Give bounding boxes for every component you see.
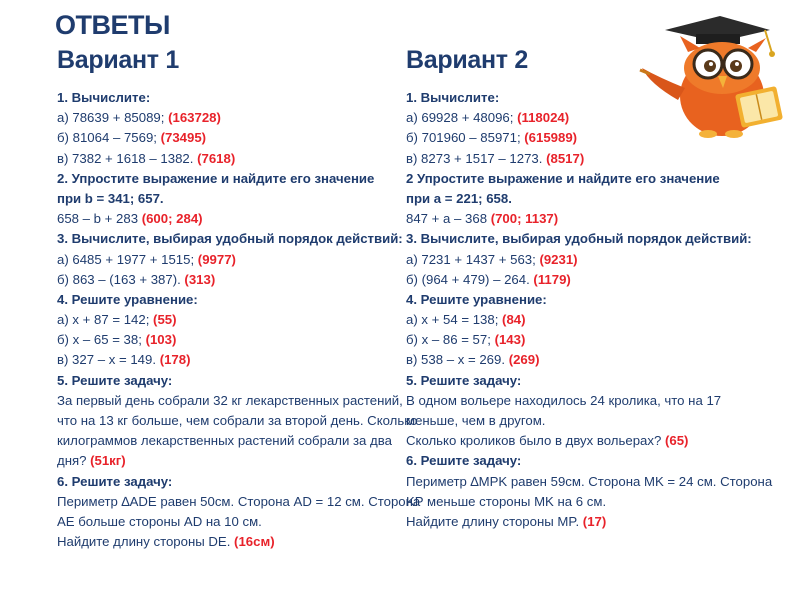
variant2-line [406,209,746,229]
variant1-line-text: 6. Решите задачу: [57,473,173,489]
variant1-line-text: 2. Упростите выражение и найдите его значение [57,170,375,186]
variant1-line [57,532,397,552]
variant2-answer: (118024) [517,110,570,126]
variant2-column [406,88,773,532]
variant2-answer: (143) [494,332,526,348]
variant1-line-text: 658 – b + 283 [57,211,142,227]
variant2-line [406,270,746,290]
owl-professor-icon [630,8,795,138]
variant1-line [57,350,397,370]
variant1-answer: (600; 284) [141,211,203,227]
variant1-answer: (163728) [168,110,221,126]
variant1-column [57,88,421,552]
variant2-line [406,310,746,330]
variant2-line [406,229,752,249]
variant2-answer: (8517) [546,150,585,166]
variant2-answer: (65) [664,433,689,449]
variant2-line [406,250,746,270]
variant2-line-text: а) х + 54 = 138; [406,312,503,328]
variant2-line-text: б) (964 + 479) – 264. [406,271,534,287]
variant1-answer: (55) [153,312,177,328]
variant1-answer: (73495) [160,130,207,146]
variant2-line [406,290,746,310]
variant1-line [57,451,397,471]
variant2-line-text: Найдите длину стороны MP. [406,513,583,529]
variant2-answer: (84) [502,312,526,328]
variant1-line [57,371,397,391]
variant1-line-text: дня? [57,453,91,469]
variant2-answer: (615989) [524,130,578,146]
variant2-line [406,492,746,512]
variant2-line [406,330,746,350]
variant2-line [406,391,746,411]
variant2-line [406,149,746,169]
variant2-line-text: Сколько кроликов было в двух вольерах? [406,433,665,449]
variant2-line-text: меньше, чем в другом. [406,413,546,428]
variant1-line-text: в) 327 – х = 149. [57,352,160,368]
variant2-line [406,371,746,391]
variant1-line-text: 1. Вычислите: [57,90,151,105]
variant1-line [57,209,397,229]
variant2-line-text: в) 8273 + 1517 – 1273. [406,150,547,166]
variant1-line-text: б) 863 – (163 + 387). [57,271,185,287]
variant2-answer: (700; 1137) [490,211,559,227]
page-title: ОТВЕТЫ [55,10,170,40]
variant1-answer: (103) [145,332,177,348]
variant1-line-text: 5. Решите задачу: [57,372,173,388]
variant1-answer: (51кг) [90,453,126,469]
variant1-line [57,270,397,290]
variant2-answer: (17) [582,513,607,529]
variant1-line [57,411,418,431]
variant2-line-text: 847 + а – 368 [406,211,491,227]
variant2-line [406,512,746,532]
variant1-line-text: килограммов лекарственных растений собрали за два [57,433,392,449]
variant2-line [406,411,746,431]
variant1-line [57,290,397,310]
variant1-line-text: Найдите длину стороны DE. [57,534,235,550]
variant2-line-text: в) 538 – х = 269. [406,352,509,368]
variant1-line-text: За первый день собрали 32 кг лекарственных растений, [57,392,403,408]
variant2-line-text: а) 69928 + 48096; [406,110,518,126]
variant2-answer: (269) [508,352,540,368]
variant2-line-text: Периметр ∆MPK равен 59см. Сторона MK = 24 см. Сторона [406,473,773,489]
variant2-line-text: 5. Решите задачу: [406,372,522,388]
variant1-line-text: в) 7382 + 1618 – 1382. [57,150,198,166]
variant1-line-text: а) х + 87 = 142; [57,312,154,328]
variant1-line [57,128,397,148]
variant1-line [57,169,397,189]
variant2-answer: (9231) [539,251,578,267]
variant2-line-text: 4. Решите уравнение: [406,291,547,307]
variant1-line-text: 4. Решите уравнение: [57,291,198,307]
variant2-line-text: б) 701960 – 85971; [406,130,525,146]
variant1-line-text: а) 78639 + 85089; [57,110,169,126]
variant1-line-text: что на 13 кг больше, чем собрали за второй день. Сколько [57,413,418,428]
variant2-line-text: при а = 221; 658. [406,190,512,206]
variant1-line-text: при b = 341; 657. [57,190,164,206]
variant1-answer: (7618) [197,150,236,166]
variant1-answer: (9977) [197,251,236,267]
variant2-line [406,189,746,209]
variant2-line [406,451,746,471]
variant1-line [57,189,397,209]
variant2-line [406,472,773,492]
variant2-line [406,350,746,370]
variant2-line-text: а) 7231 + 1437 + 563; [406,251,540,267]
variant1-line [57,310,397,330]
variant1-line [57,512,397,532]
variant2-line-text: 6. Решите задачу: [406,453,522,469]
variant1-line [57,472,397,492]
variant2-heading: Вариант 2 [406,46,528,74]
variant1-line-text: б) х – 65 = 38; [57,332,146,348]
variant1-line-text: Периметр ∆ADE равен 50см. Сторона AD = 12 см. Сторона [57,493,421,509]
variant1-line [57,229,403,249]
variant1-line-text: 3. Вычислите, выбирая удобный порядок действий: [57,231,403,247]
variant1-line [57,88,397,108]
variant2-line-text: В одном вольере находилось 24 кролика, что на 17 [406,392,722,408]
variant2-line-text: KP меньше стороны MK на 6 см. [406,493,607,509]
variant1-line [57,492,421,512]
variant2-line [406,431,746,451]
variant2-line [406,169,746,189]
variant1-line-text: а) 6485 + 1977 + 1515; [57,251,198,267]
variant1-heading: Вариант 1 [57,46,179,74]
variant2-line-text: 3. Вычислите, выбирая удобный порядок действий: [406,231,752,247]
variant2-line-text: 2 Упростите выражение и найдите его значение [406,170,720,186]
variant2-line-text: б) х – 86 = 57; [406,332,495,348]
variant1-line [57,431,397,451]
variant1-line [57,330,397,350]
variant1-line [57,108,397,128]
variant1-line [57,250,397,270]
variant2-line-text: 1. Вычислите: [406,90,500,105]
variant1-line-text: AE больше стороны AD на 10 см. [57,513,262,529]
variant1-answer: (313) [184,271,216,287]
variant1-answer: (16см) [234,534,275,550]
variant1-line-text: б) 81064 – 7569; [57,130,161,146]
variant2-answer: (1179) [533,271,571,287]
variant1-line [57,391,403,411]
variant1-answer: (178) [159,352,191,368]
variant1-line [57,149,397,169]
